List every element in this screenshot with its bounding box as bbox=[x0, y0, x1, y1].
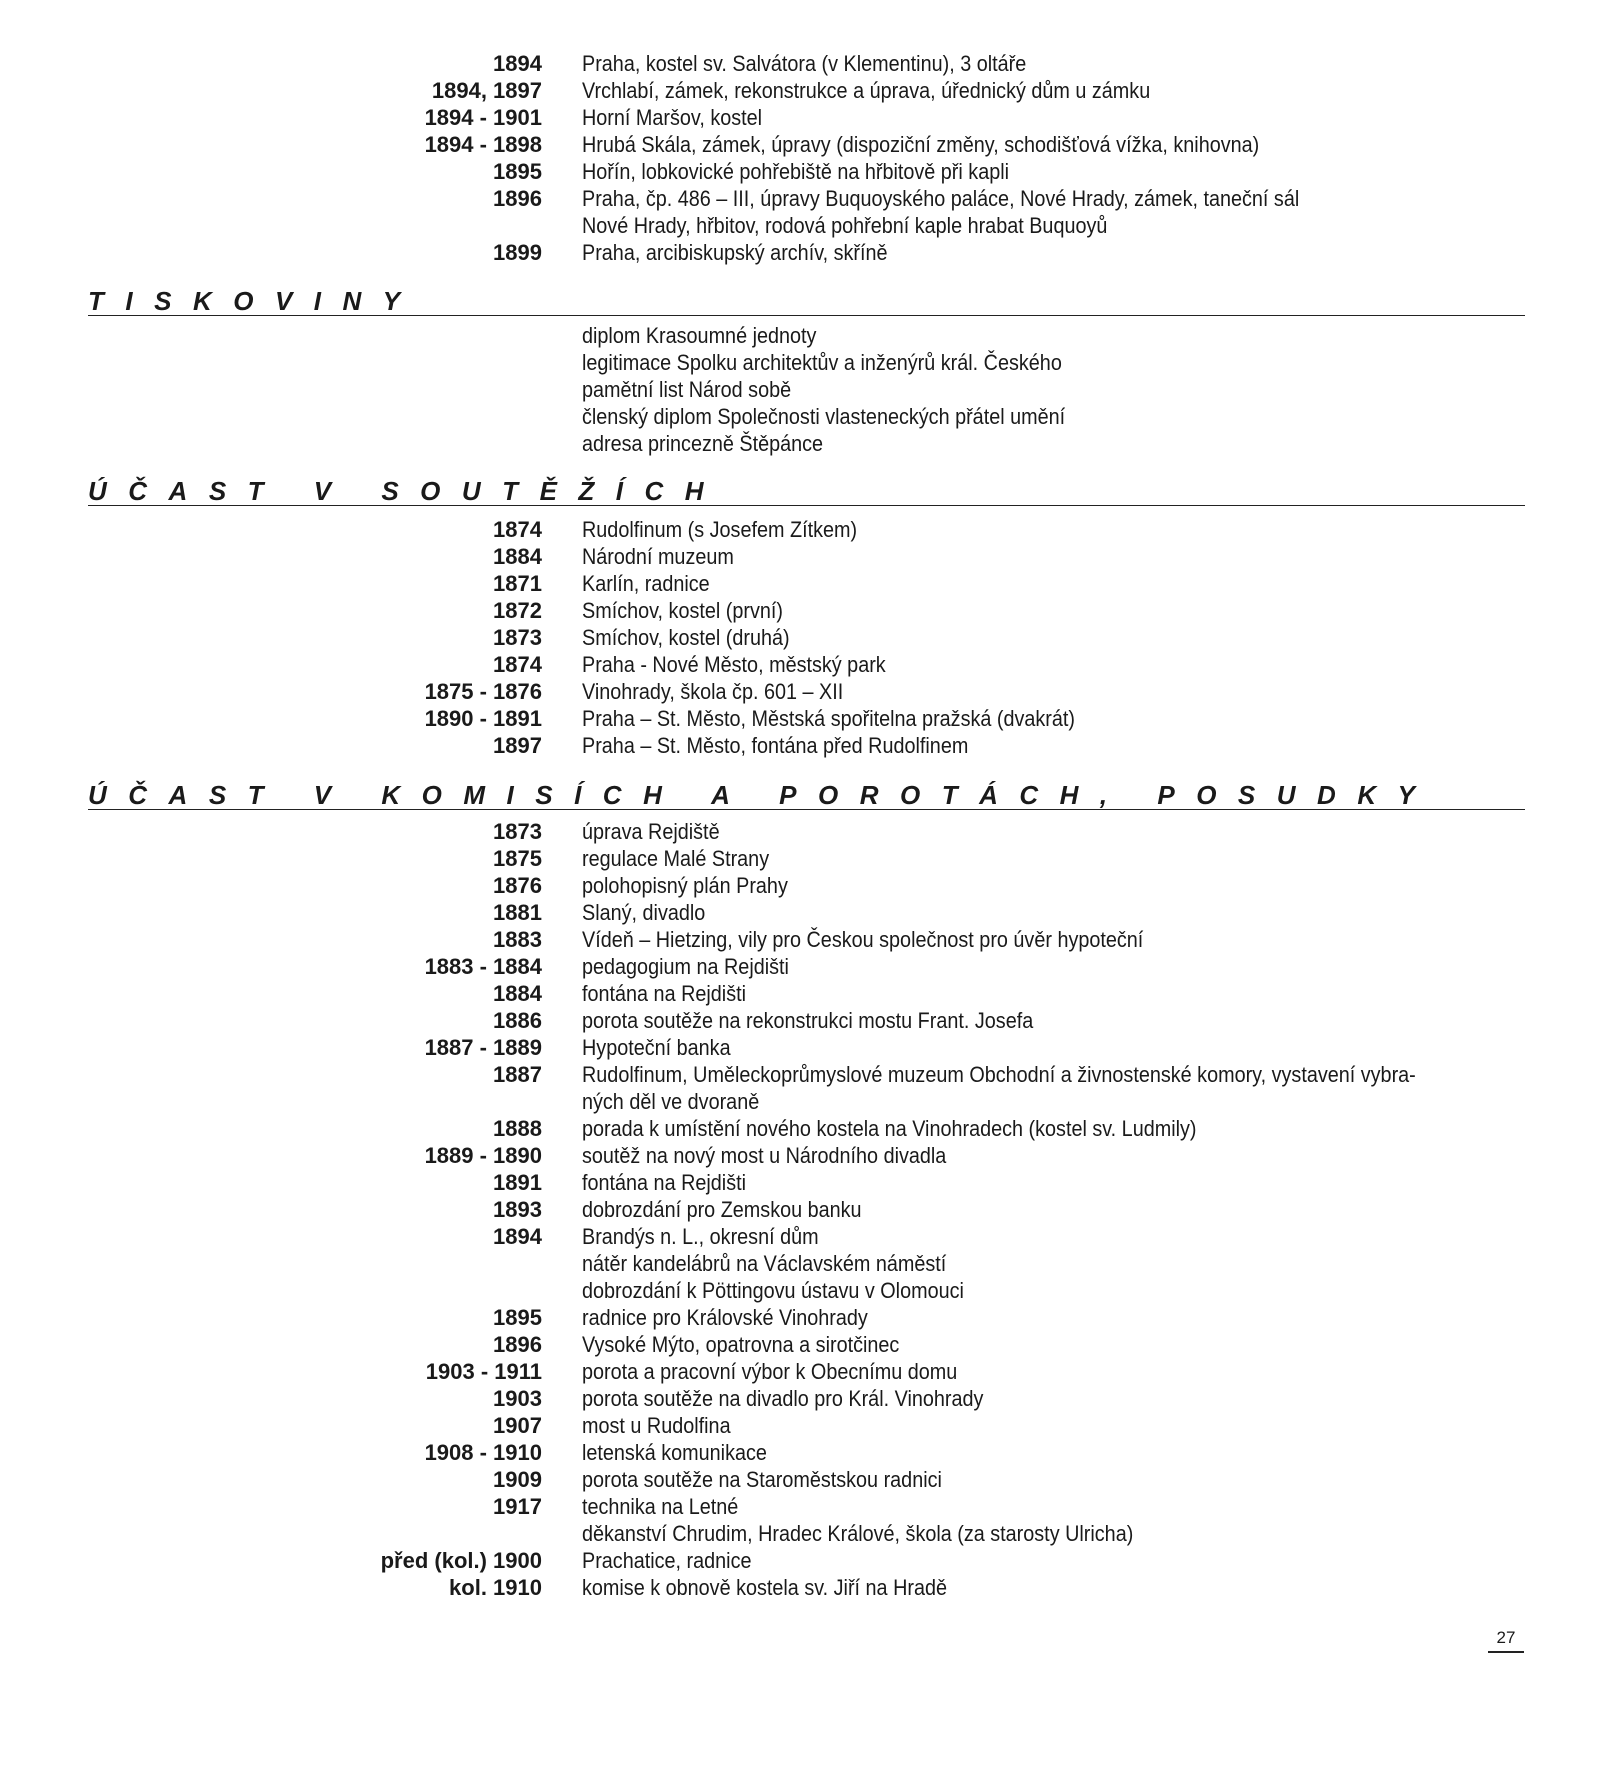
list-item bbox=[0, 1385, 1600, 1412]
item-text: Hořín, lobkovické pohřebiště na hřbitově při kapli bbox=[582, 159, 1010, 184]
item-text: adresa princezně Štěpánce bbox=[582, 431, 824, 456]
item-text: porota soutěže na rekonstrukci mostu Frant. Josefa bbox=[582, 1008, 1034, 1033]
item-year: 1881 bbox=[493, 900, 542, 925]
list-item bbox=[0, 570, 1600, 597]
item-text: Hypoteční banka bbox=[582, 1035, 731, 1060]
list-item bbox=[0, 953, 1600, 980]
list-item bbox=[0, 1358, 1600, 1385]
list-item bbox=[0, 1007, 1600, 1034]
list-item bbox=[0, 705, 1600, 732]
item-year: 1897 bbox=[493, 733, 542, 758]
list-item bbox=[0, 212, 1600, 239]
buildings-list bbox=[0, 50, 1600, 266]
list-item bbox=[0, 1466, 1600, 1493]
item-text: děkanství Chrudim, Hradec Králové, škola (za starosty Ulricha) bbox=[582, 1521, 1134, 1546]
item-text: Prachatice, radnice bbox=[582, 1548, 752, 1573]
list-item bbox=[0, 349, 1600, 376]
item-text: Rudolfinum, Uměleckoprůmyslové muzeum Obchodní a živnostenské komory, vystavení vybra- bbox=[582, 1062, 1416, 1087]
list-item bbox=[0, 158, 1600, 185]
list-item bbox=[0, 1277, 1600, 1304]
item-year: 1896 bbox=[493, 1332, 542, 1357]
item-year: 1895 bbox=[493, 1305, 542, 1330]
heading-rule bbox=[88, 809, 1525, 810]
heading-komise bbox=[88, 780, 1525, 810]
item-year: 1871 bbox=[493, 571, 542, 596]
list-item bbox=[0, 104, 1600, 131]
item-text: fontána na Rejdišti bbox=[582, 981, 747, 1006]
list-item bbox=[0, 77, 1600, 104]
list-item bbox=[0, 1142, 1600, 1169]
item-year: 1891 bbox=[493, 1170, 542, 1195]
item-text: letenská komunikace bbox=[582, 1440, 767, 1465]
list-item bbox=[0, 1034, 1600, 1061]
item-text: členský diplom Společnosti vlasteneckých přátel umění bbox=[582, 404, 1066, 429]
item-text: porada k umístění nového kostela na Vinohradech (kostel sv. Ludmily) bbox=[582, 1116, 1197, 1141]
item-year: 1894 - 1901 bbox=[424, 105, 542, 130]
heading-souteze-text: ÚČAST V SOUTĚŽÍCH bbox=[88, 476, 726, 506]
item-text: Vinohrady, škola čp. 601 – XII bbox=[582, 679, 844, 704]
list-item bbox=[0, 1574, 1600, 1601]
item-text: porota soutěže na divadlo pro Král. Vinohrady bbox=[582, 1386, 984, 1411]
list-item bbox=[0, 376, 1600, 403]
item-year: 1894 - 1898 bbox=[424, 132, 542, 157]
item-year: 1917 bbox=[493, 1494, 542, 1519]
item-text: Praha, čp. 486 – III, úpravy Buquoyského paláce, Nové Hrady, zámek, taneční sál bbox=[582, 186, 1300, 211]
item-year: 1875 bbox=[493, 846, 542, 871]
heading-tiskoviny-text: TISKOVINY bbox=[88, 286, 422, 316]
item-year: 1873 bbox=[493, 819, 542, 844]
list-item bbox=[0, 131, 1600, 158]
item-text: Praha – St. Město, fontána před Rudolfinem bbox=[582, 733, 969, 758]
item-text: fontána na Rejdišti bbox=[582, 1170, 747, 1195]
list-item bbox=[0, 403, 1600, 430]
item-year: kol. 1910 bbox=[449, 1575, 542, 1600]
list-item bbox=[0, 1547, 1600, 1574]
item-year: před (kol.) 1900 bbox=[380, 1548, 542, 1573]
list-item bbox=[0, 732, 1600, 759]
item-text: polohopisný plán Prahy bbox=[582, 873, 788, 898]
souteze-list bbox=[0, 516, 1600, 759]
item-text: Slaný, divadlo bbox=[582, 900, 706, 925]
item-text: ných děl ve dvoraně bbox=[582, 1089, 760, 1114]
item-year: 1872 bbox=[493, 598, 542, 623]
item-text: porota a pracovní výbor k Obecnímu domu bbox=[582, 1359, 958, 1384]
item-year: 1874 bbox=[493, 517, 542, 542]
item-text: pedagogium na Rejdišti bbox=[582, 954, 789, 979]
item-year: 1876 bbox=[493, 873, 542, 898]
heading-komise-text: ÚČAST V KOMISÍCH A POROTÁCH, POSUDKY bbox=[88, 780, 1437, 810]
list-item bbox=[0, 651, 1600, 678]
item-text: pamětní list Národ sobě bbox=[582, 377, 792, 402]
list-item bbox=[0, 1439, 1600, 1466]
item-text: Vysoké Mýto, opatrovna a sirotčinec bbox=[582, 1332, 900, 1357]
list-item bbox=[0, 1223, 1600, 1250]
item-text: soutěž na nový most u Národního divadla bbox=[582, 1143, 947, 1168]
list-item bbox=[0, 239, 1600, 266]
item-text: technika na Letné bbox=[582, 1494, 739, 1519]
item-year: 1908 - 1910 bbox=[424, 1440, 542, 1465]
item-text: Rudolfinum (s Josefem Zítkem) bbox=[582, 517, 858, 542]
item-year: 1883 - 1884 bbox=[424, 954, 542, 979]
item-text: Národní muzeum bbox=[582, 544, 734, 569]
item-year: 1907 bbox=[493, 1413, 542, 1438]
item-text: Karlín, radnice bbox=[582, 571, 710, 596]
item-text: legitimace Spolku architektův a inženýrů král. Českého bbox=[582, 350, 1062, 375]
item-text: Vrchlabí, zámek, rekonstrukce a úprava, úřednický dům u zámku bbox=[582, 78, 1151, 103]
list-item bbox=[0, 185, 1600, 212]
komise-list bbox=[0, 818, 1600, 1601]
item-year: 1874 bbox=[493, 652, 542, 677]
item-text: Smíchov, kostel (první) bbox=[582, 598, 783, 623]
list-item bbox=[0, 678, 1600, 705]
item-text: dobrozdání k Pöttingovu ústavu v Olomouci bbox=[582, 1278, 964, 1303]
list-item bbox=[0, 899, 1600, 926]
item-year: 1887 bbox=[493, 1062, 542, 1087]
list-item bbox=[0, 50, 1600, 77]
heading-rule bbox=[88, 505, 1525, 506]
item-text: Nové Hrady, hřbitov, rodová pohřební kaple hrabat Buquoyů bbox=[582, 213, 1108, 238]
list-item bbox=[0, 1250, 1600, 1277]
list-item bbox=[0, 1115, 1600, 1142]
item-year: 1899 bbox=[493, 240, 542, 265]
item-text: diplom Krasoumné jednoty bbox=[582, 323, 817, 348]
list-item bbox=[0, 516, 1600, 543]
list-item bbox=[0, 872, 1600, 899]
list-item bbox=[0, 980, 1600, 1007]
item-text: regulace Malé Strany bbox=[582, 846, 770, 871]
item-year: 1903 - 1911 bbox=[425, 1359, 542, 1384]
item-year: 1894 bbox=[493, 51, 542, 76]
list-item bbox=[0, 1061, 1600, 1088]
page-number: 27 bbox=[1496, 1628, 1516, 1647]
list-item bbox=[0, 624, 1600, 651]
item-text: nátěr kandelábrů na Václavském náměstí bbox=[582, 1251, 947, 1276]
item-year: 1890 - 1891 bbox=[424, 706, 542, 731]
item-year: 1893 bbox=[493, 1197, 542, 1222]
item-text: porota soutěže na Staroměstskou radnici bbox=[582, 1467, 942, 1492]
heading-rule bbox=[88, 315, 1525, 316]
item-year: 1889 - 1890 bbox=[424, 1143, 542, 1168]
list-item bbox=[0, 597, 1600, 624]
item-year: 1895 bbox=[493, 159, 542, 184]
list-item bbox=[0, 543, 1600, 570]
item-year: 1884 bbox=[493, 981, 542, 1006]
list-item bbox=[0, 845, 1600, 872]
item-text: Praha - Nové Město, městský park bbox=[582, 652, 886, 677]
item-text: Praha – St. Město, Městská spořitelna pražská (dvakrát) bbox=[582, 706, 1076, 731]
item-year: 1875 - 1876 bbox=[424, 679, 542, 704]
item-year: 1909 bbox=[493, 1467, 542, 1492]
list-item bbox=[0, 1412, 1600, 1439]
item-text: most u Rudolfina bbox=[582, 1413, 731, 1438]
item-text: Praha, kostel sv. Salvátora (v Klementinu), 3 oltáře bbox=[582, 51, 1027, 76]
list-item bbox=[0, 1304, 1600, 1331]
item-text: radnice pro Královské Vinohrady bbox=[582, 1305, 868, 1330]
item-text: dobrozdání pro Zemskou banku bbox=[582, 1197, 862, 1222]
list-item bbox=[0, 1331, 1600, 1358]
list-item bbox=[0, 818, 1600, 845]
tiskoviny-list bbox=[0, 322, 1600, 457]
list-item bbox=[0, 322, 1600, 349]
list-item bbox=[0, 430, 1600, 457]
item-year: 1894, 1897 bbox=[431, 78, 542, 103]
item-text: Vídeň – Hietzing, vily pro Českou společnost pro úvěr hypoteční bbox=[582, 927, 1144, 952]
item-year: 1884 bbox=[493, 544, 542, 569]
list-item bbox=[0, 1493, 1600, 1520]
list-item bbox=[0, 926, 1600, 953]
item-year: 1888 bbox=[493, 1116, 542, 1141]
heading-tiskoviny bbox=[88, 286, 1525, 316]
item-year: 1894 bbox=[493, 1224, 542, 1249]
item-year: 1886 bbox=[493, 1008, 542, 1033]
item-year: 1883 bbox=[493, 927, 542, 952]
list-item bbox=[0, 1169, 1600, 1196]
item-text: Smíchov, kostel (druhá) bbox=[582, 625, 790, 650]
item-text: Praha, arcibiskupský archív, skříně bbox=[582, 240, 888, 265]
item-text: úprava Rejdiště bbox=[582, 819, 720, 844]
item-text: Hrubá Skála, zámek, úpravy (dispoziční změny, schodišťová vížka, knihovna) bbox=[582, 132, 1260, 157]
list-item bbox=[0, 1088, 1600, 1115]
item-year: 1903 bbox=[493, 1386, 542, 1411]
item-year: 1896 bbox=[493, 186, 542, 211]
item-text: Horní Maršov, kostel bbox=[582, 105, 763, 130]
item-text: Brandýs n. L., okresní dům bbox=[582, 1224, 819, 1249]
heading-souteze bbox=[88, 476, 1525, 506]
page-number-rule bbox=[1488, 1651, 1524, 1653]
item-year: 1887 - 1889 bbox=[424, 1035, 542, 1060]
item-year: 1873 bbox=[493, 625, 542, 650]
item-text: komise k obnově kostela sv. Jiří na Hradě bbox=[582, 1575, 948, 1600]
list-item bbox=[0, 1520, 1600, 1547]
list-item bbox=[0, 1196, 1600, 1223]
